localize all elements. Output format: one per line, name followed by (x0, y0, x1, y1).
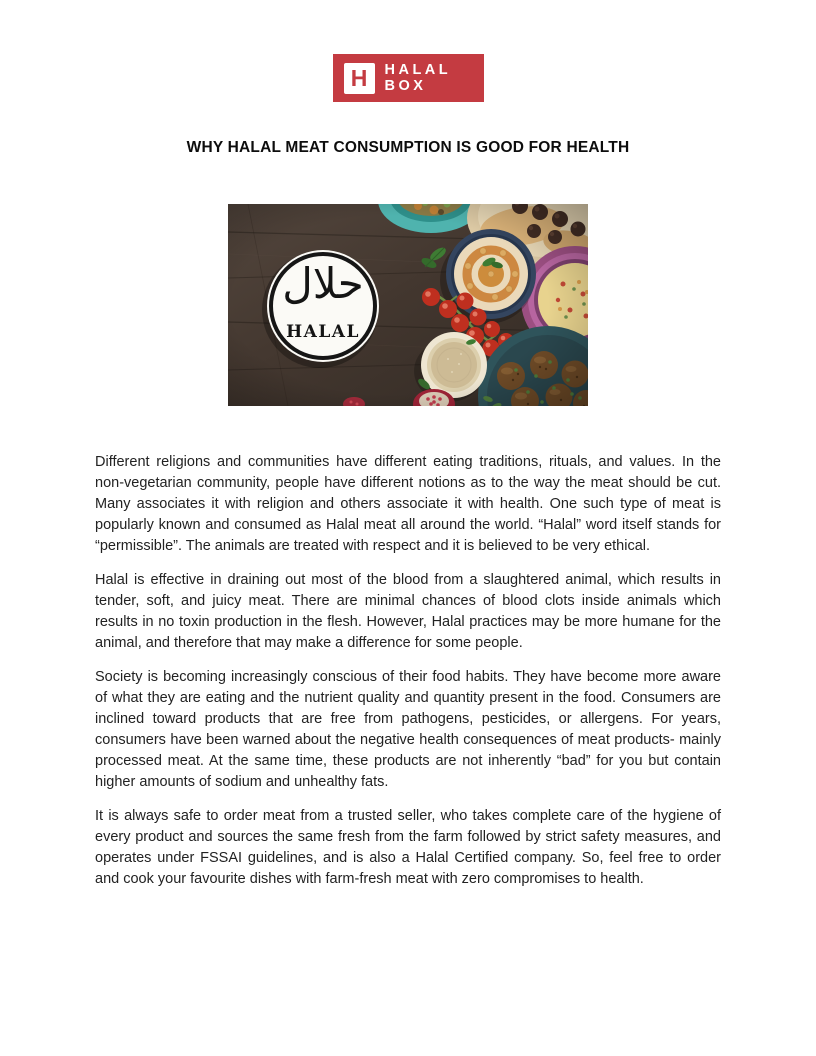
hero-image (0, 204, 816, 406)
page-title: WHY HALAL MEAT CONSUMPTION IS GOOD FOR HEALTH (186, 139, 630, 156)
halal-food-illustration (228, 204, 588, 406)
logo-wordmark (385, 62, 452, 94)
article-body (95, 452, 721, 890)
halal-badge-label: HALAL (286, 322, 360, 342)
logo-container (0, 0, 816, 102)
halal-badge-arabic-text: حلال (282, 259, 364, 308)
halalbox-logo (333, 54, 484, 102)
logo-line-halal: HALAL (384, 61, 452, 78)
paragraph-intro: Different religions and communities have different eating traditions, rituals, and values. In the non-vegetarian community, people have different notions as to the way the meat should be cut. Many associates it with religion and others associate it with health. One such type of meat is popularly known and consumed as Halal meat all around the world. “Halal” word itself stands for “permissible”. The animals are treated with respect and it is believed to be very ethical. (95, 454, 721, 554)
paragraph-consumer-awareness: Society is becoming increasingly conscious of their food habits. They have become more aware of what they are eating and the nutrient quality and quantity present in the food. Consumers are inclined toward products that are free from pathogens, pesticides, or allergens. For years, consumers have been warned about the negative health consequences of meat products- mainly processed meat. At the same time, these products are not inherently “bad” for you but contain higher amounts of sodium and unhealthy fats. (95, 669, 721, 790)
logo-line-box: BOX (384, 78, 427, 94)
paragraph-halal-benefits: Halal is effective in draining out most of the blood from a slaughtered animal, which results in tender, soft, and juicy meat. There are minimal chances of blood clots inside animals which results in no toxin production in the flesh. However, Halal practices may be more humane for the animal, and therefore that may make a difference for some people. (95, 572, 721, 651)
monogram-letter: H (350, 64, 368, 91)
paragraph-trusted-seller: It is always safe to order meat from a trusted seller, who takes complete care of the hygiene of every product and sources the same fresh from the farm followed by strict safety measures, and operates under FSSAI guidelines, and is also a Halal Certified company. So, feel free to order and cook your favourite dishes with farm-fresh meat with zero compromises to health. (95, 808, 721, 887)
halalbox-monogram-icon (344, 63, 375, 94)
